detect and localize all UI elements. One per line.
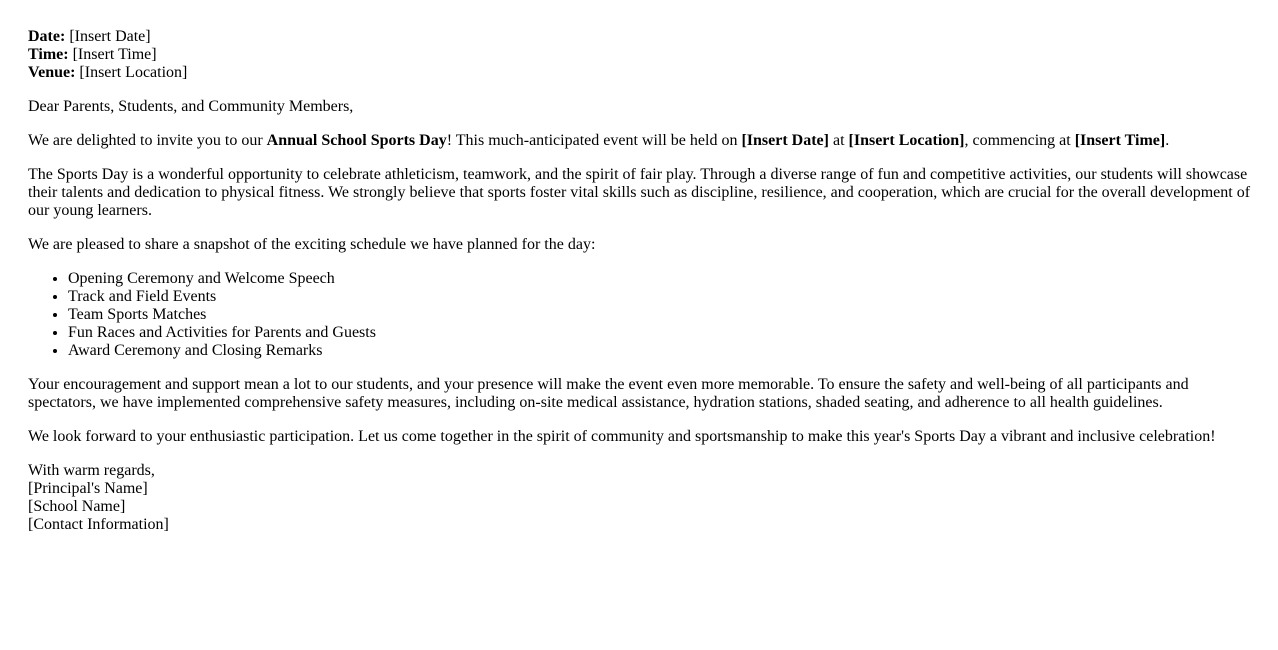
schedule-item: • Fun Races and Activities for Parents and Guests	[68, 324, 1252, 342]
intro-paragraph	[28, 132, 1252, 150]
intro-text-1: We are delighted to invite you to our	[28, 132, 267, 149]
time-line	[28, 46, 1252, 64]
schedule-item: • Track and Field Events	[68, 288, 1252, 306]
schedule-item: • Team Sports Matches	[68, 306, 1252, 324]
time-value: [Insert Time]	[68, 46, 157, 63]
signature-school: [School Name]	[28, 498, 126, 515]
purpose-paragraph: The Sports Day is a wonderful opportunity to celebrate athleticism, teamwork, and the spirit of fair play. Through a diverse range of fun and competitive activities, our students will showcase their talents and dedication to physical fitness. We strongly believe that sports foster vital skills such as discipline, resilience, and cooperation, which are crucial for the overall development of our young learners.	[28, 166, 1251, 219]
intro-text-3: at	[828, 132, 849, 149]
letter-document	[28, 28, 1252, 534]
safety-paragraph: Your encouragement and support mean a lot to our students, and your presence will make the event even more memorable. To ensure the safety and well-being of all participants and spectators, we have implemented comprehensive safety measures, including on-site medical assistance, hydration stations, shaded seating, and adherence to all health guidelines.	[28, 376, 1189, 411]
date-line	[28, 28, 1252, 46]
intro-text-5: .	[1165, 132, 1170, 149]
intro-time: [Insert Time]	[1074, 132, 1166, 149]
event-name: Annual School Sports Day	[266, 132, 447, 149]
intro-date: [Insert Date]	[741, 132, 829, 149]
intro-location: [Insert Location]	[848, 132, 965, 149]
venue-line	[28, 64, 1252, 82]
intro-text-4: , commencing at	[964, 132, 1075, 149]
signature-regards: With warm regards,	[28, 462, 155, 479]
schedule-item: • Opening Ceremony and Welcome Speech	[68, 270, 1252, 288]
greeting: Dear Parents, Students, and Community Members,	[28, 98, 354, 115]
date-value: [Insert Date]	[65, 28, 151, 45]
schedule-intro: We are pleased to share a snapshot of the exciting schedule we have planned for the day:	[28, 236, 596, 253]
time-label: Time:	[28, 46, 69, 63]
venue-label: Venue:	[28, 64, 76, 81]
intro-text-2: ! This much-anticipated event will be held on	[446, 132, 742, 149]
signature-block	[28, 462, 1252, 534]
schedule-list	[28, 270, 1252, 360]
closing-paragraph: We look forward to your enthusiastic participation. Let us come together in the spirit of community and sportsmanship to make this year's Sports Day a vibrant and inclusive celebration!	[28, 428, 1216, 445]
signature-contact: [Contact Information]	[28, 516, 169, 533]
signature-name: [Principal's Name]	[28, 480, 148, 497]
venue-value: [Insert Location]	[75, 64, 188, 81]
event-details	[28, 28, 1252, 82]
date-label: Date:	[28, 28, 66, 45]
schedule-item: • Award Ceremony and Closing Remarks	[68, 342, 1252, 360]
